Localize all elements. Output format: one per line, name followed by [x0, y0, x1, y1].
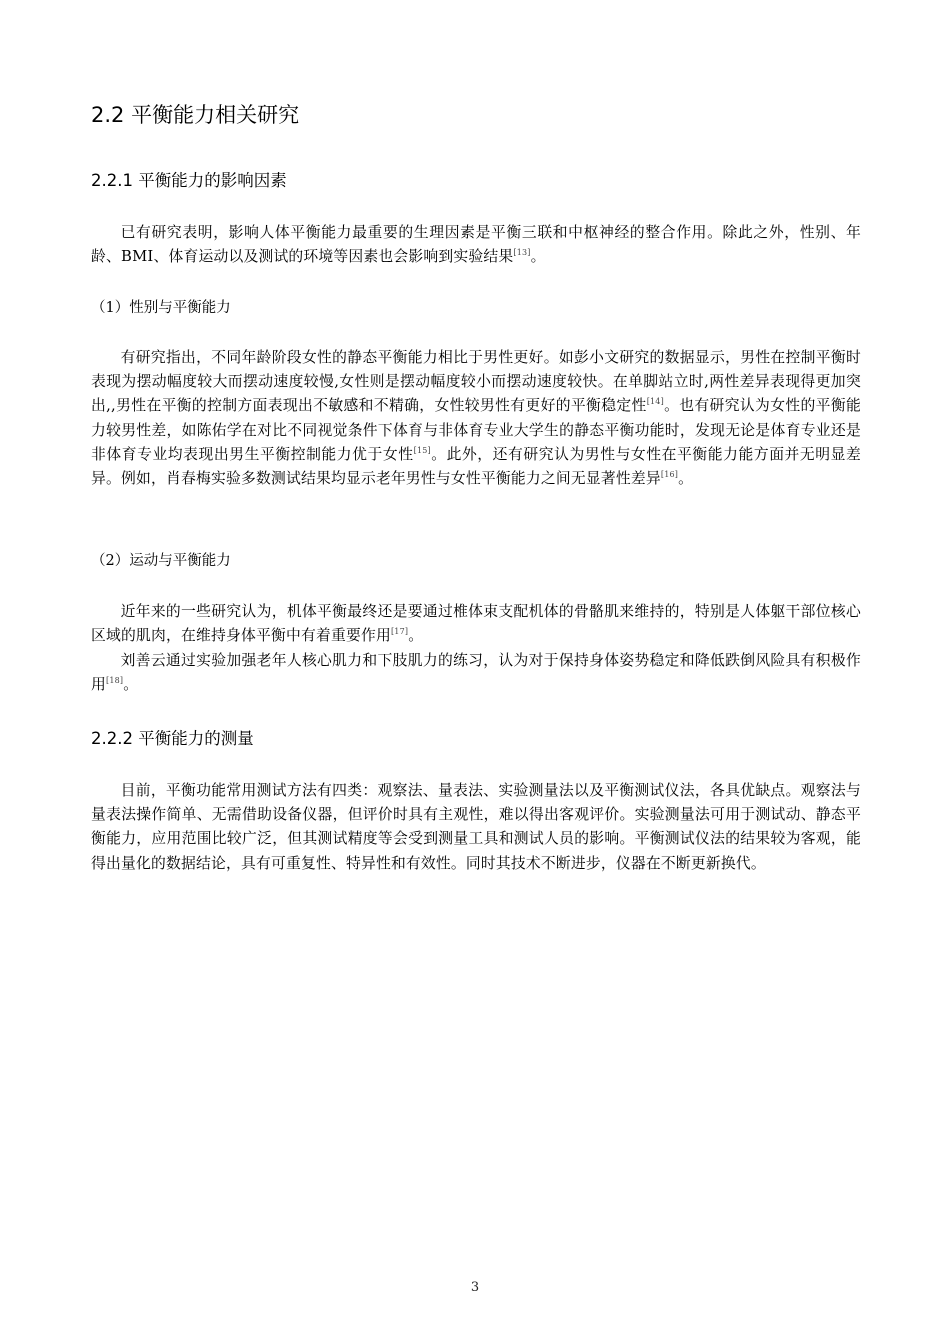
citation-17: [17]	[390, 627, 409, 637]
exercise-paragraph-2: 刘善云通过实验加强老年人核心肌力和下肢肌力的练习，认为对于保持身体姿势稳定和降低跌倒风险具有积极作用[18]。	[91, 652, 861, 694]
measurement-paragraph: 目前，平衡功能常用测试方法有四类：观察法、量表法、实验测量法以及平衡测试仪法，各具优缺点。观察法与量表法操作简单、无需借助设备仪器，但评价时具有主观性，难以得出客观评价。实验测量法可用于测试动、静态平衡能力，应用范围比较广泛，但其测试精度等会受到测量工具和测试人员的影响。平衡测试仪法的结果较为客观，能得出量化的数据结论，具有可重复性、特异性和有效性。同时其技术不断进步，仪器在不断更新换代。	[91, 782, 861, 872]
citation-13: [13]	[513, 248, 531, 258]
gender-heading: （1）性别与平衡能力	[91, 300, 231, 316]
intro-paragraph: 已有研究表明，影响人体平衡能力最重要的生理因素是平衡三联和中枢神经的整合作用。除此之外，性别、年龄、BMI、体育运动以及测试的环境等因素也会影响到实验结果[13]。	[91, 224, 861, 266]
citation-15: [15]	[413, 445, 431, 455]
section-title: 2.2 平衡能力相关研究	[91, 103, 300, 127]
gender-paragraph: 有研究指出，不同年龄阶段女性的静态平衡能力相比于男性更好。如彭小文研究的数据显示，男性在控制平衡时表现为摆动幅度较大而摆动速度较慢,女性则是摆动幅度较小而摆动速度较快。在单脚站立时,两性差异表现得更加突出,,男性在平衡的控制方面表现出不敏感和不精确，女性较男性有更好的平衡稳定性[14]。也有研究认为女性的平衡能力较男性差，如陈佑学在对比不同视觉条件下体育与非体育专业大学生的静态平衡功能时，发现无论是体育专业还是非体育专业均表现出男生平衡控制能力优于女性[15]。此外，还有研究认为男性与女性在平衡能力能方面并无明显差异。例如，肖春梅实验多数测试结果均显示老年男性与女性平衡能力之间无显著性差异[16]。	[91, 349, 862, 488]
citation-14: [14]	[646, 397, 664, 407]
subsection-title-measurement: 2.2.2 平衡能力的测量	[91, 729, 254, 748]
exercise-heading: （2）运动与平衡能力	[91, 553, 231, 569]
citation-16: [16]	[660, 470, 679, 480]
subsection-title-influencing-factors: 2.2.1 平衡能力的影响因素	[91, 171, 287, 190]
page-number: 3	[470, 1280, 480, 1295]
exercise-paragraph-1: 近年来的一些研究认为，机体平衡最终还是要通过椎体束支配机体的骨骼肌来维持的，特别是人体躯干部位核心区域的肌肉，在维持身体平衡中有着重要作用[17]。	[91, 603, 861, 645]
citation-18: [18]	[106, 676, 124, 686]
